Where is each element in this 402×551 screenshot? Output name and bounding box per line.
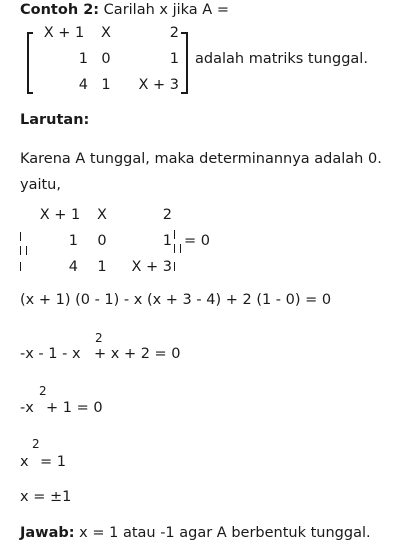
matrix-cell: 1: [78, 51, 88, 67]
matrix-cell: X: [101, 25, 111, 41]
matrix-cell: 2: [169, 25, 179, 41]
answer: [20, 525, 371, 541]
matrix-cell: X + 3: [138, 77, 179, 93]
det-cell: 1: [162, 233, 172, 249]
det-cell: 1: [68, 233, 78, 249]
matrix-cell: 1: [101, 77, 111, 93]
det-cell: 4: [68, 259, 78, 275]
example-question: Carilah x jika A =: [99, 2, 229, 18]
matrix-cell: 0: [101, 51, 111, 67]
matrix-suffix: adalah matriks tunggal.: [195, 51, 368, 67]
det-cell: X + 1: [39, 207, 81, 223]
matrix-cell: X + 1: [43, 25, 85, 41]
matrix-cell: 4: [78, 77, 88, 93]
det-equals: = 0: [184, 233, 210, 249]
step-1: (x + 1) (0 - 1) - x (x + 3 - 4) + 2 (1 - 0) = 0: [20, 292, 332, 308]
answer-label: Jawab:: [20, 525, 75, 541]
solution-heading: Larutan:: [20, 112, 90, 128]
answer-text: x = 1 atau -1 agar A berbentuk tunggal.: [74, 525, 371, 541]
example-label: Contoh 2:: [20, 2, 100, 18]
solution-line2: yaitu,: [20, 177, 61, 193]
det-cell: 2: [162, 207, 172, 223]
det-cell: X: [97, 207, 107, 223]
det-cell: X + 3: [131, 259, 172, 275]
matrix-cell: 1: [169, 51, 179, 67]
det-cell: 0: [97, 233, 107, 249]
solution-line1: Karena A tunggal, maka determinannya adalah 0.: [20, 151, 382, 167]
example-title: [20, 2, 229, 18]
step-5: x = ±1: [20, 489, 72, 505]
det-cell: 1: [97, 259, 107, 275]
